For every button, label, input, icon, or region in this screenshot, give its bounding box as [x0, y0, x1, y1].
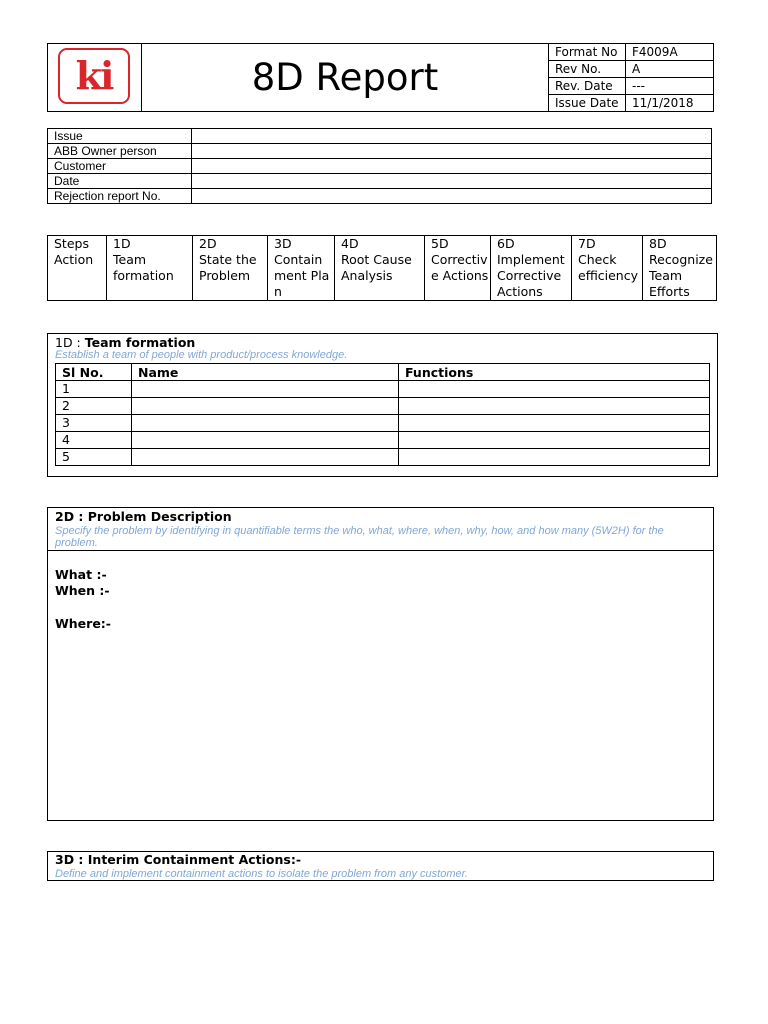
- row-number: 1: [56, 381, 132, 398]
- step-number: 7D: [572, 236, 643, 253]
- step-action: Containment Plan: [268, 252, 335, 301]
- document-meta-table: [548, 43, 714, 112]
- row-number: 4: [56, 432, 132, 449]
- member-function-cell[interactable]: [399, 432, 710, 449]
- containment-hint: Define and implement containment actions to isolate the problem from any customer.: [55, 868, 468, 880]
- meta-label: Format No: [549, 44, 626, 61]
- meta-value: 11/1/2018: [626, 95, 714, 112]
- info-label: Issue: [48, 129, 192, 144]
- member-function-cell[interactable]: [399, 415, 710, 432]
- rejection-report-field[interactable]: [192, 189, 712, 204]
- action-row: [48, 252, 717, 301]
- step-number: 1D: [107, 236, 193, 253]
- table-row: [56, 415, 710, 432]
- company-logo: [58, 48, 130, 104]
- meta-value: A: [626, 61, 714, 78]
- problem-description-heading: 2D : Problem Description: [55, 509, 232, 524]
- member-name-cell[interactable]: [132, 398, 399, 415]
- table-row: [56, 449, 710, 466]
- where-label: Where:-: [55, 616, 111, 631]
- step-action: Check efficiency: [572, 252, 643, 301]
- team-formation-heading: [55, 335, 195, 350]
- info-row-issue: [48, 129, 712, 144]
- when-label: When :-: [55, 583, 110, 598]
- info-row-owner: [48, 144, 712, 159]
- meta-row: [549, 61, 714, 78]
- customer-field[interactable]: [192, 159, 712, 174]
- info-row-rejection: [48, 189, 712, 204]
- steps-label: Steps: [48, 236, 107, 253]
- info-label: Customer: [48, 159, 192, 174]
- date-field[interactable]: [192, 174, 712, 189]
- table-row: [56, 381, 710, 398]
- step-number: 4D: [335, 236, 425, 253]
- info-label: Rejection report No.: [48, 189, 192, 204]
- team-table-header: [56, 364, 710, 381]
- meta-label: Rev. Date: [549, 78, 626, 95]
- column-header-sl-no: Sl No.: [56, 364, 132, 381]
- step-action: State the Problem: [193, 252, 268, 301]
- page-title: 8D Report: [142, 43, 548, 112]
- steps-table: [47, 235, 717, 301]
- meta-label: Rev No.: [549, 61, 626, 78]
- team-table: [55, 363, 710, 466]
- containment-heading: 3D : Interim Containment Actions:-: [55, 852, 302, 867]
- member-name-cell[interactable]: [132, 415, 399, 432]
- member-name-cell[interactable]: [132, 381, 399, 398]
- step-number: 5D: [425, 236, 491, 253]
- problem-description-body[interactable]: [48, 552, 713, 820]
- member-name-cell[interactable]: [132, 449, 399, 466]
- column-header-name: Name: [132, 364, 399, 381]
- row-number: 2: [56, 398, 132, 415]
- problem-description-hint: Specify the problem by identifying in quantifiable terms the who, what, where, when, why, how, and how many (5W2H) for the problem.: [55, 525, 664, 549]
- member-name-cell[interactable]: [132, 432, 399, 449]
- issue-info-table: [47, 128, 712, 204]
- info-row-date: [48, 174, 712, 189]
- step-action: Recognize Team Efforts: [643, 252, 717, 301]
- owner-person-field[interactable]: [192, 144, 712, 159]
- step-action: Implement Corrective Actions: [491, 252, 572, 301]
- section-prefix: 1D :: [55, 335, 85, 350]
- info-row-customer: [48, 159, 712, 174]
- row-number: 5: [56, 449, 132, 466]
- team-formation-hint: Establish a team of people with product/process knowledge.: [55, 349, 348, 361]
- step-action: Root Cause Analysis: [335, 252, 425, 301]
- info-label: ABB Owner person: [48, 144, 192, 159]
- member-function-cell[interactable]: [399, 449, 710, 466]
- table-row: [56, 432, 710, 449]
- meta-row: [549, 95, 714, 112]
- meta-value: ---: [626, 78, 714, 95]
- column-header-functions: Functions: [399, 364, 710, 381]
- logo-text: ki: [75, 53, 113, 98]
- step-number: 3D: [268, 236, 335, 253]
- what-label: What :-: [55, 567, 107, 582]
- member-function-cell[interactable]: [399, 381, 710, 398]
- member-function-cell[interactable]: [399, 398, 710, 415]
- issue-field[interactable]: [192, 129, 712, 144]
- meta-value: F4009A: [626, 44, 714, 61]
- section-title: Team formation: [84, 335, 196, 350]
- meta-label: Issue Date: [549, 95, 626, 112]
- step-number: 8D: [643, 236, 717, 253]
- step-action: Team formation: [107, 252, 193, 301]
- step-number: 2D: [193, 236, 268, 253]
- info-label: Date: [48, 174, 192, 189]
- step-number: 6D: [491, 236, 572, 253]
- row-number: 3: [56, 415, 132, 432]
- meta-row: [549, 78, 714, 95]
- table-row: [56, 398, 710, 415]
- step-action: Corrective Actions: [425, 252, 491, 301]
- action-label: Action: [48, 252, 107, 301]
- steps-row: [48, 236, 717, 253]
- meta-row: [549, 44, 714, 61]
